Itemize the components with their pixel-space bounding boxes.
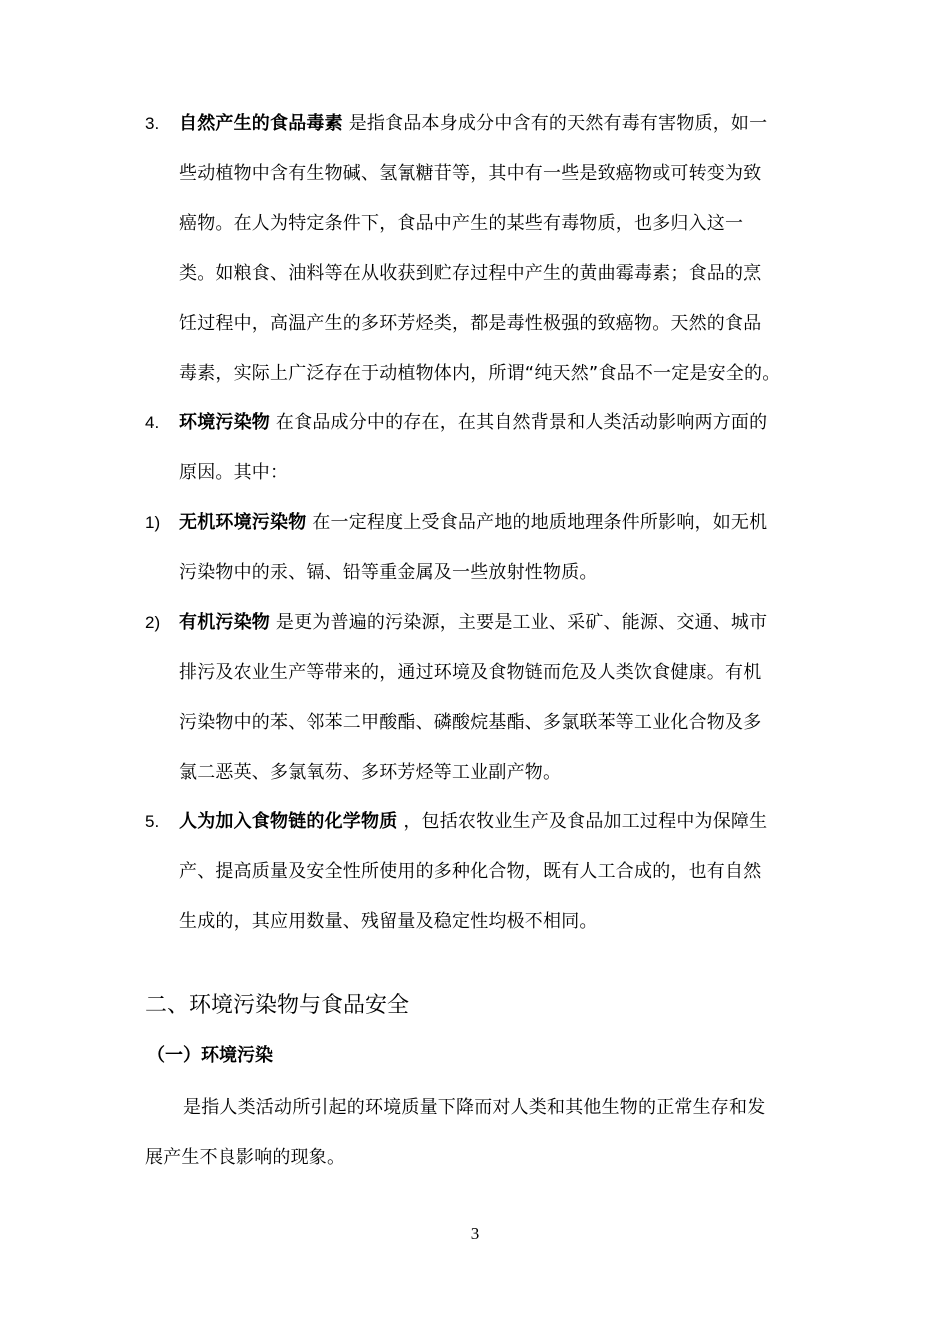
list-line: 污染物中的苯、邻苯二甲酸酯、磷酸烷基酯、多氯联苯等工业化合物及多: [179, 712, 762, 733]
paragraph-line: 展产生不良影响的现象。: [145, 1147, 346, 1168]
paragraph-line: 是指人类活动所引起的环境质量下降而对人类和其他生物的正常生存和发: [183, 1097, 766, 1118]
list-line: 饪过程中，高温产生的多环芳烃类，都是毒性极强的致癌物。天然的食品: [179, 313, 762, 334]
list-line: [179, 598, 767, 648]
list-line: 污染物中的汞、镉、铅等重金属及一些放射性物质。: [179, 562, 598, 583]
line-text: 是更为普遍的污染源，主要是工业、采矿、能源、交通、城市: [275, 612, 768, 633]
term-bold: 人为加入食物链的化学物质: [179, 811, 398, 832]
list-line: 些动植物中含有生物碱、氢氰糖苷等，其中有一些是致癌物或可转变为致: [179, 163, 762, 184]
term-bold: 自然产生的食品毒素: [179, 113, 343, 134]
list-number: 5.: [145, 812, 160, 831]
list-line: [179, 398, 767, 448]
line-text: 在一定程度上受食品产地的地质地理条件所影响，如无机: [312, 512, 768, 533]
list-number: 4.: [145, 413, 160, 432]
subsection-heading: （一）环境污染: [147, 1045, 273, 1066]
list-line: [179, 797, 767, 847]
list-line: [179, 498, 767, 548]
list-line: 排污及农业生产等带来的，通过环境及食物链而危及人类饮食健康。有机: [179, 662, 762, 683]
line-text: ，包括农牧业生产及食品加工过程中为保障生: [403, 811, 768, 832]
page-number: 3: [470, 1224, 480, 1243]
list-line: 产、提高质量及安全性所使用的多种化合物，既有人工合成的，也有自然: [179, 861, 762, 882]
list-line: 癌物。在人为特定条件下，食品中产生的某些有毒物质，也多归入这一: [179, 213, 744, 234]
term-bold: 无机环境污染物: [179, 512, 307, 533]
line-text: 是指食品本身成分中含有的天然有毒有害物质，如一: [348, 113, 768, 134]
list-line: 类。如粮食、油料等在从收获到贮存过程中产生的黄曲霉毒素；食品的烹: [179, 263, 762, 284]
term-bold: 有机污染物: [179, 612, 270, 633]
list-line: [179, 99, 767, 149]
list-line: 毒素，实际上广泛存在于动植物体内，所谓“纯天然”食品不一定是安全的。: [179, 363, 781, 384]
section-heading: 二、环境污染物与食品安全: [145, 993, 410, 1018]
list-number: 3.: [145, 114, 160, 133]
line-text: 在食品成分中的存在，在其自然背景和人类活动影响两方面的: [275, 412, 768, 433]
list-line: 原因。其中：: [179, 462, 289, 483]
list-line: 生成的，其应用数量、残留量及稳定性均极不相同。: [179, 911, 598, 932]
list-number: 1): [145, 513, 161, 532]
term-bold: 环境污染物: [179, 412, 270, 433]
list-line: 氯二恶英、多氯氧芴、多环芳烃等工业副产物。: [179, 762, 562, 783]
list-number: 2): [145, 613, 161, 632]
